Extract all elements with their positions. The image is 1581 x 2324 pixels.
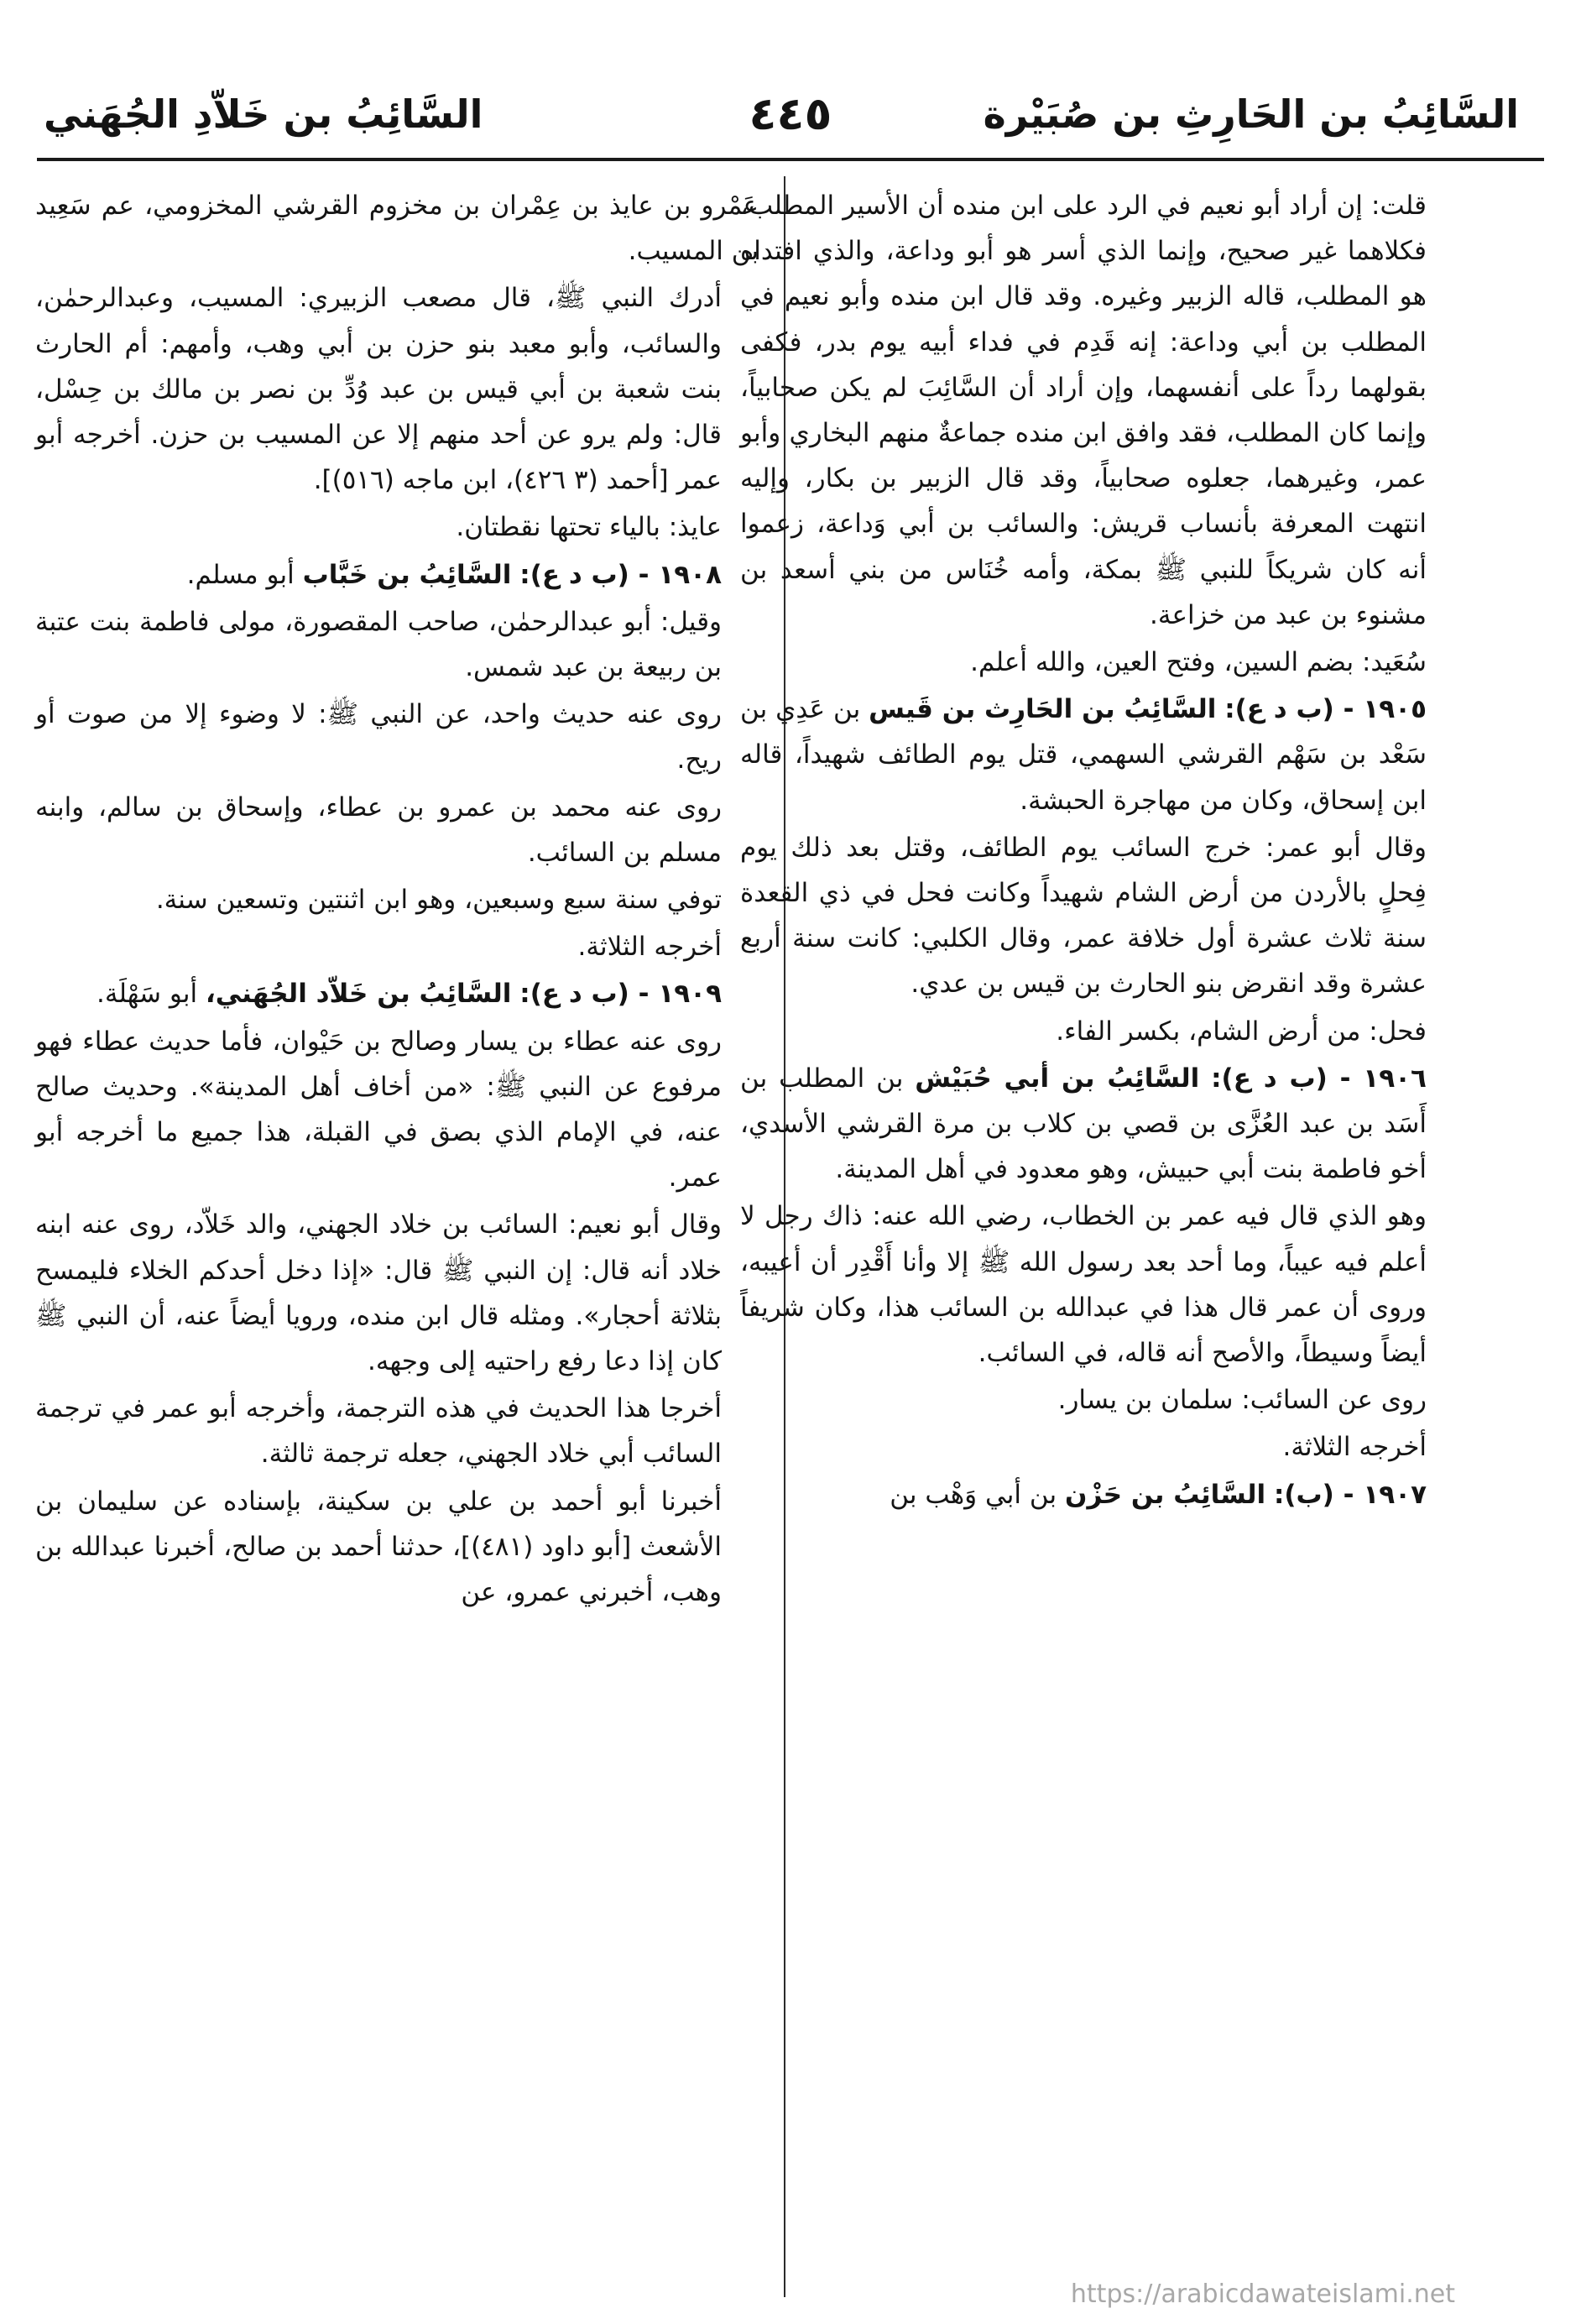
paragraph: سُعَيد: بضم السين، وفتح العين، والله أعلم. [970,647,1427,678]
paragraph: روى عنه محمد بن عمرو بن عطاء، وإسحاق بن سالم، وابنه مسلم بن السائب. [35,791,722,868]
entry-number: ١٩٠٧ - (ب): [1273,1479,1427,1510]
entry-name: السَّائِبُ بن أبي حُبَيْش [915,1063,1200,1094]
biography-entry [35,971,759,1016]
paragraph: أخرجا هذا الحديث في هذه الترجمة، وأخرجه أبو عمر في ترجمة السائب أبي خلاد الجهني، جعله ترجمة ثالثة. [35,1393,722,1470]
entry-name: السَّائِبُ بن خَلاّد الجُهَني، [205,979,512,1010]
entry-text: أبو سَهْلَة. [96,979,198,1010]
paragraph: أخبرنا أبو أحمد بن علي بن سكينة، بإسناده عن سليمان بن الأشعث [أبو داود (٤٨١)]، حدثنا أحمد بن صالح، أخبرنا عبدالله بن وهب، أخبرني عمرو، عن [35,1486,722,1608]
paragraph: روى عن السائب: سلمان بن يسار. [1057,1385,1427,1416]
header-left-title: السَّائِبُ بن خَلاّدِ الجُهَني [44,91,483,137]
paragraph: روى عنه حديث واحد، عن النبي ﷺ: لا وضوء إلا من صوت أو ريح. [35,699,722,776]
paragraph: وقال أبو نعيم: السائب بن خلاد الجهني، والد خَلاّد، روى عنه ابنه خلاد أنه قال: إن النبي ﷺ قال: «إذا دخل أحدكم الخلاء فليمسح بثلاثة أحجار». ومثله قال ابن منده، ورويا أيضاً عنه، أن النبي ﷺ كان إذا دعا رفع راحتيه إلى وجهه. [35,1209,722,1377]
watermark-url: https://arabicdawateislami.net [1070,2280,1455,2309]
paragraph: وقال أبو عمر: خرج السائب يوم الطائف، وقتل بعد ذلك يوم فِحلٍ بالأردن من أرض الشام شهيداً وكانت فحل في ذي القعدة سنة ثلاث عشرة أول خلافة عمر، وقال الكلبي: كانت سنة أربع عشرة وقد انقرض بنو الحارث بن قيس بن عدي. [740,832,1427,1000]
entry-text: بن أبي وَهْب بن [890,1479,1057,1510]
biography-entry [740,687,1464,823]
running-header [37,77,1544,161]
entry-text: بن المطلب بن أَسَد بن عبد العُزَّى بن قصي بن كلاب بن مرة القرشي الأسدي، أخو فاطمة بنت أبي حبيش، وهو معدود في أهل المدينة. [740,1063,1427,1185]
entry-text: بن عَدِي بن سَعْد بن سَهْم القرشي السهمي، قتل يوم الطائف شهيداً، قاله ابن إسحاق، وكان من مهاجرة الحبشة. [740,694,1427,816]
biography-entry [740,1472,1464,1517]
paragraph: روى عنه عطاء بن يسار وصالح بن حَيْوان، فأما حديث عطاء فهو مرفوع عن النبي ﷺ: «من أخاف أهل المدينة». وحديث صالح عنه، في الإمام الذي بصق في القبلة، هذا جميع ما أخرجه أبو عمر. [35,1026,722,1193]
entry-name: السَّائِبُ بن الحَارِث بن قَيس [869,694,1217,725]
header-right-title: السَّائِبُ بن الحَارِثِ بن صُبَيْرة [983,91,1519,137]
biography-entry [35,552,759,598]
paragraph: فحل: من أرض الشام، بكسر الفاء. [1056,1016,1427,1047]
right-column [740,183,1464,1517]
paragraph: وقيل: أبو عبدالرحمٰن، صاحب المقصورة، مولى فاطمة بنت عتبة بن ربيعة بن عبد شمس. [35,606,722,683]
page-number: ٤٤٥ [749,87,832,140]
entry-text: أبو مسلم. [186,559,295,590]
paragraph: عَمْرو بن عايذ بن عِمْران بن مخزوم القرشي المخزومي، عم سَعِيد بن المسيب. [35,191,759,267]
paragraph: أخرجه الثلاثة. [577,932,722,963]
paragraph: عايذ: بالياء تحتها نقطتان. [456,512,722,543]
entry-number: ١٩٠٨ - (ب د ع): [519,559,722,590]
paragraph: توفي سنة سبع وسبعين، وهو ابن اثنتين وتسعين سنة. [155,885,722,916]
entry-number: ١٩٠٥ - (ب د ع): [1224,694,1427,725]
paragraph: وهو الذي قال فيه عمر بن الخطاب، رضي الله عنه: ذاك رجل لا أعلم فيه عيباً، وما أحد بعد رسول الله ﷺ إلا وأنا أَقْدِر أن أعيبه، وروى أن عمر قال هذا في عبدالله بن السائب هذا، وكان شريفاً أيضاً وسيطاً، والأصح أنه قاله، في السائب. [740,1201,1427,1369]
entry-name: السَّائِبُ بن حَزْن [1064,1479,1266,1510]
paragraph: أدرك النبي ﷺ، قال مصعب الزبيري: المسيب، وعبدالرحمٰن، والسائب، وأبو معبد بنو حزن بن أبي وهب، وأمهم: أم الحارث بنت شعبة بن أبي قيس بن عبد وُدِّ بن نصر بن مالك بن حِسْل، قال: ولم يرو عن أحد منهم إلا عن المسيب بن حزن. أخرجه أبو عمر [أحمد (٣ ٤٢٦)، ابن ماجه (٥١٦)]. [35,283,722,496]
biography-entry [740,1056,1464,1193]
entry-number: ١٩٠٩ - (ب د ع): [519,979,722,1010]
entry-number: ١٩٠٦ - (ب د ع): [1211,1063,1427,1094]
paragraph: قلت: إن أراد أبو نعيم في الرد على ابن منده أن الأسير المطلب، فكلاهما غير صحيح، وإنما الذي أسر هو أبو وداعة، والذي افتداه هو المطلب، قاله الزبير وغيره. وقد قال ابن منده وأبو نعيم في المطلب بن أبي وداعة: إنه قَدِم في فداء أبيه يوم بدر، فكفى بقولهما رداً على أنفسهما، وإن أراد أن السَّائِبَ لم يكن صحابياً، وإنما كان المطلب، فقد وافق ابن منده جماعةٌ منهم البخاري وأبو عمر، وغيرهما، جعلوه صحابياً، وقد قال الزبير بن بكار، وإليه انتهت المعرفة بأنساب قريش: والسائب بن أبي وَداعة، زعموا أنه كان شريكاً للنبي ﷺ بمكة، وأمه خُنَاس من بني أسعد بن مشنوء بن عبد من خزاعة. [740,191,1427,630]
left-column [35,183,759,1615]
paragraph: أخرجه الثلاثة. [1282,1432,1427,1463]
entry-name: السَّائِبُ بن خَبَّاب [302,559,512,590]
